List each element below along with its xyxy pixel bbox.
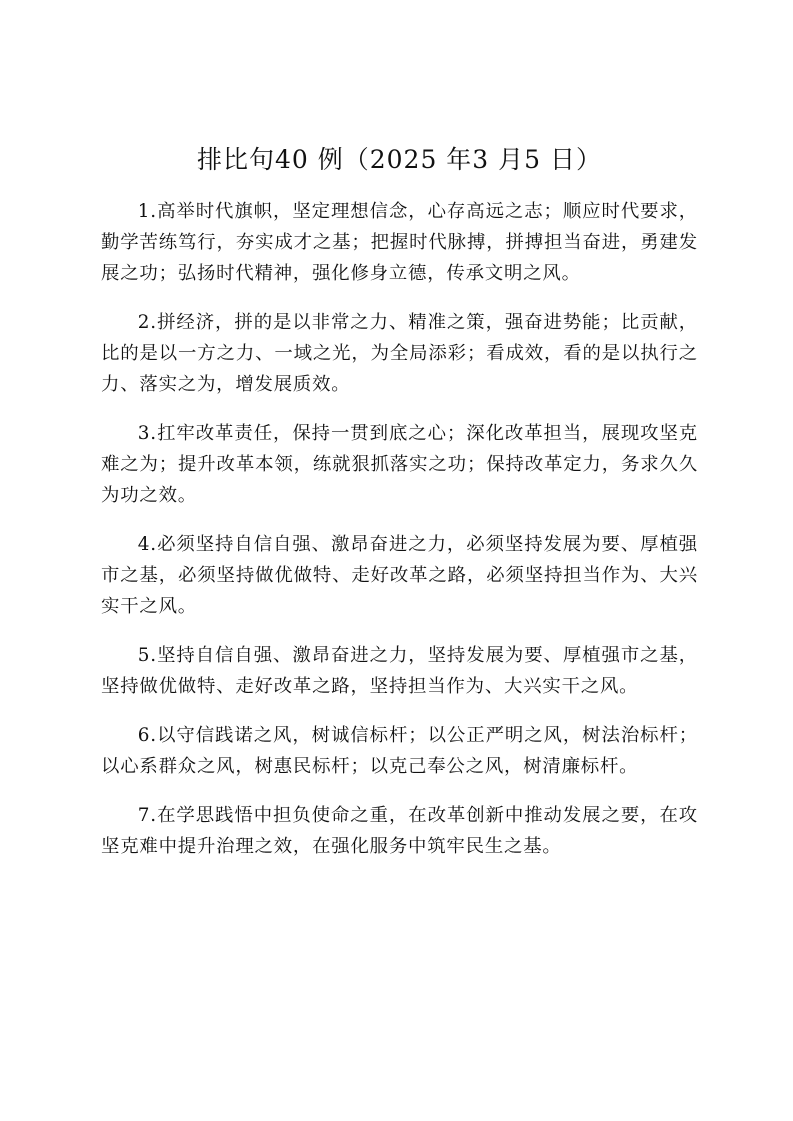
paragraph-2: 2.拼经济，拼的是以非常之力、精准之策，强奋进势能；比贡献，比的是以一方之力、一域之光，为全局添彩；看成效，看的是以执行之力、落实之为，增发展质效。 <box>101 312 698 395</box>
paragraph-3: 3.扛牢改革责任，保持一贯到底之心；深化改革担当，展现攻坚克难之为；提升改革本领，练就狠抓落实之功；保持改革定力，务求久久为功之效。 <box>101 423 698 506</box>
paragraph-6: 6.以守信践诺之风，树诚信标杆；以公正严明之风，树法治标杆；以心系群众之风，树惠民标杆；以克己奉公之风，树清廉标杆。 <box>101 725 698 777</box>
document-title: 排比句40 例（2025 年3 月5 日） <box>196 145 603 174</box>
paragraph-7: 7.在学思践悟中担负使命之重，在改革创新中推动发展之要，在攻坚克难中提升治理之效，在强化服务中筑牢民生之基。 <box>101 805 698 857</box>
paragraph-4: 4.必须坚持自信自强、激昂奋进之力，必须坚持发展为要、厚植强市之基，必须坚持做优做特、走好改革之路，必须坚持担当作为、大兴实干之风。 <box>101 534 698 617</box>
paragraph-1: 1.高举时代旗帜，坚定理想信念，心存高远之志；顺应时代要求，勤学苦练笃行，夯实成才之基；把握时代脉搏，拼搏担当奋进，勇建发展之功；弘扬时代精神，强化修身立德，传承文明之风。 <box>101 201 698 284</box>
paragraph-5: 5.坚持自信自强、激昂奋进之力，坚持发展为要、厚植强市之基，坚持做优做特、走好改革之路，坚持担当作为、大兴实干之风。 <box>101 645 698 697</box>
